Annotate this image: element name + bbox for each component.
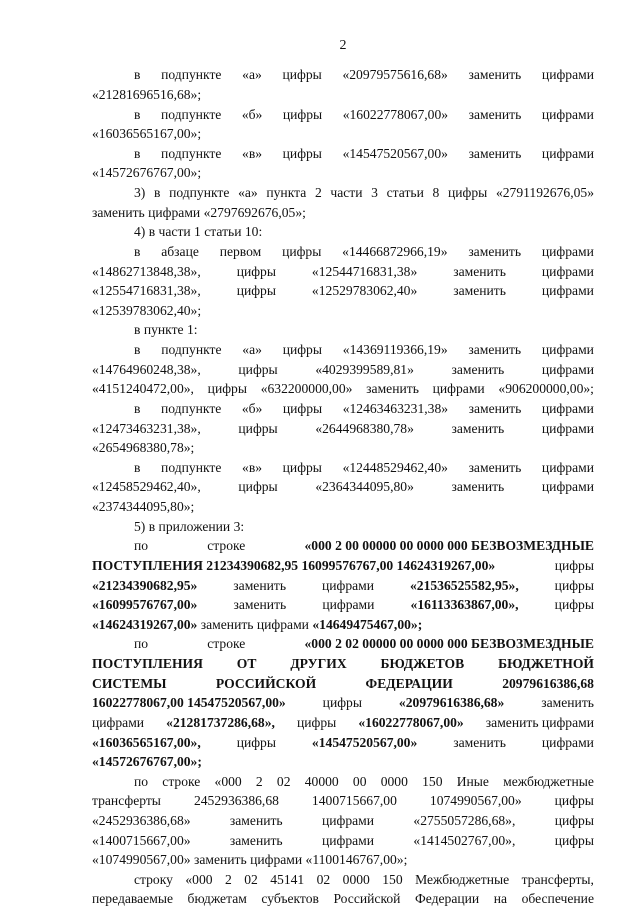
text-word: 1074990567,00»	[429, 793, 522, 808]
text-word: заменить	[451, 421, 505, 436]
text-word: 02	[316, 872, 331, 887]
text-line	[92, 361, 594, 378]
text-line	[92, 537, 594, 554]
text-line	[92, 655, 594, 672]
text-word: цифрами	[541, 107, 594, 122]
text-line	[92, 400, 594, 417]
text-word: заменить	[453, 283, 506, 298]
text-word: 3)	[134, 185, 146, 200]
text-word: «12544716831,38»	[311, 264, 418, 279]
text-word: заменить	[451, 479, 505, 494]
text-word: ФЕДЕРАЦИИ	[365, 676, 453, 691]
text-line	[92, 557, 594, 574]
text-word: 02	[244, 872, 258, 887]
text-word: «12463463231,38»	[342, 401, 449, 416]
text-word: 2452936386,68	[193, 793, 279, 808]
text-word: в	[134, 342, 141, 357]
text-word: в	[134, 146, 141, 161]
text-word: цифры	[282, 244, 322, 259]
text-word: заменить	[229, 833, 283, 848]
text-word: в	[134, 460, 141, 475]
text-word: статьи	[386, 185, 424, 200]
text-word: «21536525582,95»,	[409, 578, 519, 593]
text-word: цифры	[554, 813, 594, 828]
text-word: 02	[276, 774, 291, 789]
text-word: цифры	[554, 597, 594, 612]
text-word: «2755057286,68»,	[413, 813, 516, 828]
text-line	[92, 675, 594, 692]
text-word: СИСТЕМЫ	[92, 676, 167, 691]
text-word: цифрами	[322, 597, 375, 612]
text-line	[92, 145, 594, 162]
text-word: «12473463231,38»,	[92, 421, 201, 436]
text-word: «14862713848,38»,	[92, 264, 201, 279]
text-word: подпункте	[161, 67, 222, 82]
text-word: в	[153, 185, 161, 200]
text-word: цифры	[447, 185, 488, 200]
text-word: «в»	[242, 146, 263, 161]
text-word: в пункте 1:	[134, 322, 198, 337]
text-word: цифрами	[541, 342, 594, 357]
text-word: цифрами	[321, 578, 375, 593]
text-word: части	[330, 185, 363, 200]
text-line	[92, 380, 594, 397]
text-word: «14466872966,19»	[342, 244, 448, 259]
text-word: по	[134, 636, 149, 651]
text-line	[92, 302, 594, 319]
page-number: 2	[339, 38, 347, 53]
text-word: цифры	[554, 578, 594, 593]
text-word: передаваемые	[92, 891, 173, 906]
text-word: цифры	[238, 479, 278, 494]
text-line	[92, 890, 594, 907]
text-word: заменить	[451, 362, 505, 377]
text-word: 3	[371, 185, 378, 200]
text-word: «000	[214, 774, 242, 789]
text-line	[92, 341, 594, 358]
text-word: цифры	[282, 107, 323, 122]
text-line	[92, 459, 594, 476]
text-word: заменить	[468, 67, 522, 82]
text-word: ДРУГИХ	[290, 656, 347, 671]
text-word: заменить	[468, 401, 522, 416]
text-word: в	[134, 401, 141, 416]
text-word: трансферты	[92, 793, 161, 808]
text-line	[92, 518, 594, 535]
text-word: заменить	[366, 381, 419, 396]
text-word: «14572676767,00»;	[92, 165, 202, 180]
text-line	[92, 792, 594, 809]
text-word: «20979616386,68»	[398, 695, 505, 710]
text-word: «906200000,00»;	[498, 381, 594, 396]
text-word: Российской	[333, 891, 401, 906]
text-word: строке	[207, 538, 246, 553]
text-word: цифрами	[92, 715, 145, 730]
text-line	[92, 851, 594, 868]
text-word: «16113363867,00»,	[410, 597, 519, 612]
text-word: цифрами	[541, 146, 594, 161]
text-word: цифрами	[541, 421, 594, 436]
text-word: на	[493, 891, 508, 906]
text-word: «а»	[242, 67, 262, 82]
text-word: первом	[219, 244, 262, 259]
text-word: «1400715667,00»	[92, 833, 191, 848]
text-word: цифрами	[541, 283, 594, 298]
text-word: бюджетам	[187, 891, 247, 906]
text-word: заменить	[468, 244, 522, 259]
text-word: пункта	[266, 185, 307, 200]
text-word: Иные	[456, 774, 489, 789]
text-line	[92, 204, 594, 221]
text-word: цифры	[282, 146, 322, 161]
text-word: строку	[134, 872, 173, 887]
text-word: подпункте	[161, 146, 222, 161]
text-line	[92, 478, 594, 495]
text-word: цифрами	[541, 735, 594, 750]
text-word: заменить	[453, 735, 506, 750]
text-word: заменить	[468, 460, 522, 475]
text-word: «16022778067,00»	[358, 715, 464, 730]
text-word: заменить	[468, 146, 522, 161]
text-word: «632200000,00»	[260, 381, 353, 396]
text-word: «4029399589,81»	[315, 362, 414, 377]
text-word: «в»	[242, 460, 263, 475]
text-word: БЮДЖЕТНОЙ	[498, 656, 594, 671]
text-word: цифрами	[541, 460, 594, 475]
text-word: ПОСТУПЛЕНИЯ 21234390682,95 16099576767,00 14624319267,00»	[92, 558, 496, 573]
text-word: 20979616386,68	[502, 676, 594, 691]
text-line	[92, 420, 594, 437]
text-word: «12458529462,40»,	[92, 479, 201, 494]
text-word: 150	[422, 774, 443, 789]
text-word: Федерации	[415, 891, 480, 906]
text-word: строке	[162, 774, 201, 789]
text-word: «16036565167,00»;	[92, 126, 202, 141]
text-line	[92, 263, 594, 280]
text-word: 0000	[380, 774, 408, 789]
text-word: 2	[224, 872, 232, 887]
text-word: «12539783062,40»;	[92, 303, 202, 318]
text-word: «14547520567,00»	[311, 735, 418, 750]
text-line	[92, 734, 594, 751]
text-word: цифрами	[432, 381, 485, 396]
text-line	[92, 66, 594, 83]
text-line	[92, 616, 594, 633]
text-word: «2654968380,78»;	[92, 440, 195, 455]
text-word: цифрами	[541, 362, 594, 377]
text-line	[92, 164, 594, 181]
text-word: обеспечение	[521, 891, 594, 906]
text-word: цифры	[236, 283, 276, 298]
text-word: «б»	[241, 401, 263, 416]
text-word: цифрами	[541, 401, 594, 416]
text-word: цифрами	[321, 833, 375, 848]
text-word: цифры	[554, 833, 594, 848]
text-word: заменить цифрами «2797692676,05»;	[92, 205, 306, 220]
text-word: в	[134, 67, 141, 82]
text-line	[92, 871, 594, 888]
text-word: «2791192676,05»	[495, 185, 594, 200]
text-word: 16022778067,00 14547520567,00»	[92, 695, 286, 710]
text-word: цифры	[554, 793, 594, 808]
text-word: трансферты,	[521, 872, 594, 887]
text-word: «20979575616,68»	[342, 67, 448, 82]
text-word: «21281737286,68»,	[166, 715, 275, 730]
text-word: цифры	[282, 460, 322, 475]
text-word: подпункте	[169, 185, 230, 200]
text-word: абзаце	[161, 244, 199, 259]
text-word: цифры	[322, 695, 362, 710]
text-word: по	[134, 538, 149, 553]
text-word: «16099576767,00»	[92, 597, 198, 612]
text-word: 40000	[304, 774, 339, 789]
text-word: 4) в части 1 статьи 10:	[134, 224, 263, 239]
text-word: «21281696516,68»;	[92, 87, 202, 102]
text-line	[92, 498, 594, 515]
text-word: подпункте	[160, 401, 222, 416]
text-word: ОТ	[236, 656, 257, 671]
text-word: «2452936386,68»	[92, 813, 191, 828]
text-word: цифрами	[541, 67, 594, 82]
text-word: «12448529462,40»	[342, 460, 448, 475]
text-line	[92, 577, 594, 594]
text-word: РОССИЙСКОЙ	[215, 676, 317, 691]
text-word: цифрами	[541, 244, 594, 259]
text-word: БЮДЖЕТОВ	[380, 656, 465, 671]
text-line	[92, 439, 594, 456]
text-line	[92, 596, 594, 613]
text-word: 1400715667,00	[311, 793, 397, 808]
text-word: цифры	[282, 67, 322, 82]
text-word: в	[134, 107, 141, 122]
text-word: «2364344095,80»	[315, 479, 414, 494]
text-word: «1074990567,00» заменить цифрами «1100146767,00»;	[92, 852, 408, 867]
text-line	[92, 832, 594, 849]
text-word: «14572676767,00»;	[92, 754, 202, 769]
text-line	[92, 694, 594, 711]
text-word: «2374344095,80»;	[92, 499, 195, 514]
text-word: цифры	[207, 381, 247, 396]
text-word: «а»	[238, 185, 258, 200]
text-word: заменить	[468, 107, 522, 122]
text-word: 0000	[342, 872, 370, 887]
text-word: 2	[314, 185, 322, 200]
text-word: «14764960248,38»,	[92, 362, 201, 377]
text-word: цифры	[236, 735, 276, 750]
text-word: 45141	[270, 872, 305, 887]
text-word: цифры	[282, 342, 322, 357]
text-word: «14649475467,00»;	[312, 617, 423, 632]
text-word: цифры	[236, 264, 276, 279]
text-word: межбюджетные	[503, 774, 594, 789]
text-word: «16036565167,00»,	[92, 735, 201, 750]
text-line	[92, 243, 594, 260]
text-word: заменить цифрами	[485, 715, 594, 730]
text-line	[92, 282, 594, 299]
text-word: заменить	[541, 695, 594, 710]
text-word: «12554716831,38»,	[92, 283, 201, 298]
text-line	[92, 125, 594, 142]
text-word: заменить	[468, 342, 522, 357]
text-line	[92, 714, 594, 731]
text-word: цифры	[554, 558, 594, 573]
text-word: цифрами	[541, 264, 594, 279]
text-line	[92, 86, 594, 103]
text-word: «а»	[242, 342, 262, 357]
text-word: по	[134, 774, 149, 789]
text-word: подпункте	[160, 107, 222, 122]
text-word: «16022778067,00»	[342, 107, 449, 122]
text-word: субъектов	[261, 891, 319, 906]
text-word: «14369119366,19»	[342, 342, 448, 357]
text-word: в	[134, 244, 141, 259]
text-word: «1414502767,00»,	[413, 833, 516, 848]
text-line	[92, 753, 594, 770]
text-word: ПОСТУПЛЕНИЯ	[92, 656, 203, 671]
text-word: «21234390682,95»	[92, 578, 198, 593]
text-line	[92, 106, 594, 123]
text-word: 2	[255, 774, 263, 789]
text-line	[92, 635, 594, 652]
text-word: цифры	[238, 362, 278, 377]
text-word: 00	[352, 774, 367, 789]
text-line	[92, 321, 594, 338]
text-word: заменить	[233, 578, 287, 593]
text-word: «14624319267,00»	[92, 617, 198, 632]
text-word: цифрами	[321, 813, 375, 828]
text-word: 8	[432, 185, 440, 200]
text-word: «4151240472,00»,	[92, 381, 194, 396]
text-word: подпункте	[161, 342, 222, 357]
text-word: цифры	[296, 715, 337, 730]
text-line	[92, 223, 594, 240]
text-word: заменить	[453, 264, 506, 279]
text-word: цифры	[282, 401, 323, 416]
text-word: «000 2 00 00000 00 0000 000 БЕЗВОЗМЕЗДНЫЕ	[304, 538, 594, 553]
text-word: «000	[185, 872, 213, 887]
text-word: цифрами	[541, 479, 594, 494]
text-line	[92, 812, 594, 829]
text-word: заменить	[233, 597, 287, 612]
text-word: «б»	[241, 107, 263, 122]
text-word: Межбюджетные	[415, 872, 510, 887]
text-word: «12529783062,40»	[311, 283, 418, 298]
text-word: строке	[207, 636, 246, 651]
text-word: «2644968380,78»	[315, 421, 414, 436]
text-word: 150	[382, 872, 403, 887]
text-word: заменить	[229, 813, 283, 828]
text-word: подпункте	[161, 460, 222, 475]
text-line	[92, 773, 594, 790]
text-word: «14547520567,00»	[342, 146, 448, 161]
text-word: цифры	[238, 421, 278, 436]
text-word: 5) в приложении 3:	[134, 519, 245, 534]
text-word: заменить цифрами	[197, 617, 313, 632]
text-word: «000 2 02 00000 00 0000 000 БЕЗВОЗМЕЗДНЫЕ	[304, 636, 594, 651]
text-line	[92, 184, 594, 201]
